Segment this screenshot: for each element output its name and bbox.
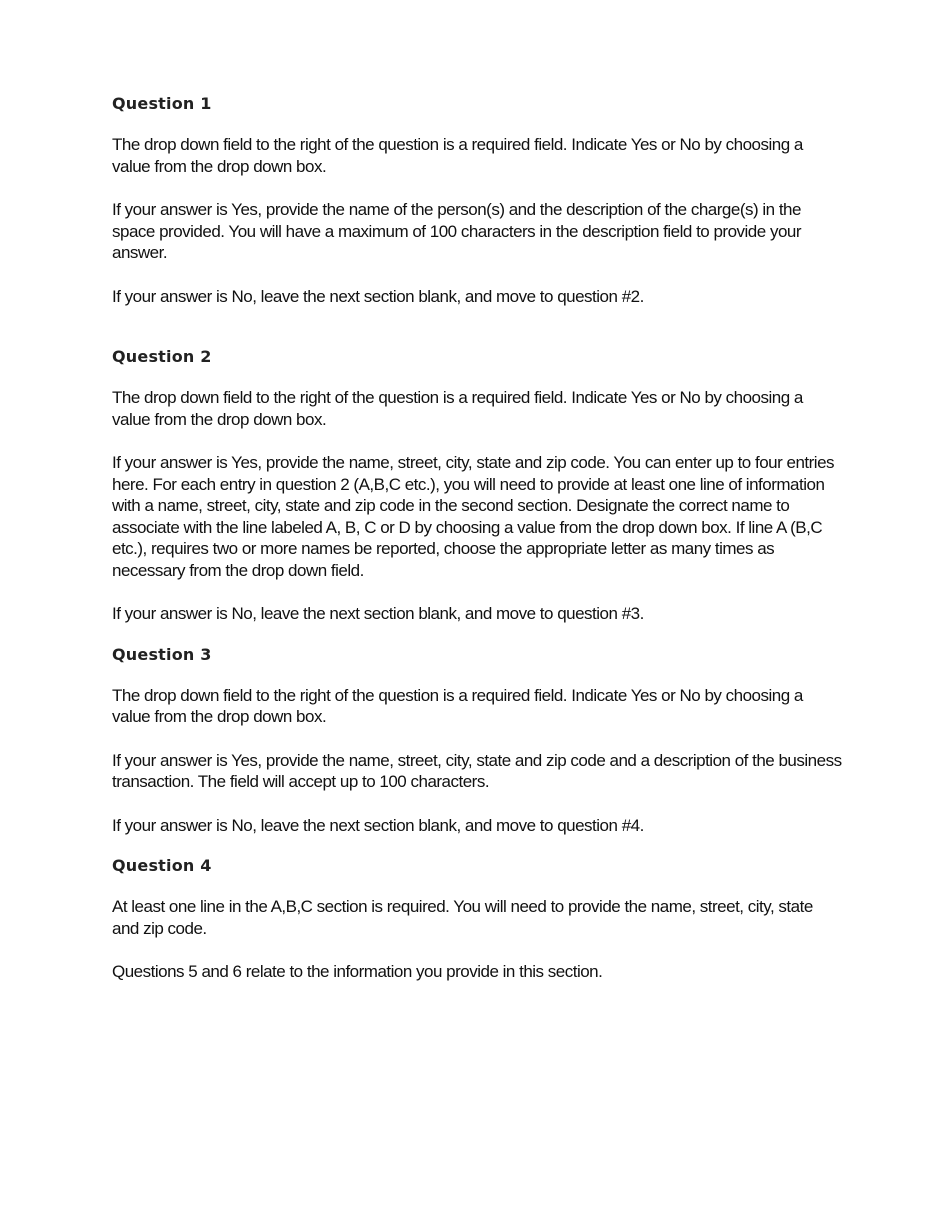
question-3-section (112, 643, 842, 837)
question-4-paragraph-2: Questions 5 and 6 relate to the information you provide in this section. (112, 962, 603, 981)
question-4-paragraph-1: At least one line in the A,B,C section is required. You will need to provide the name, street, city, state and zip code. (112, 897, 813, 938)
question-4-heading: Question 4 (112, 856, 212, 875)
question-3-paragraph-3: If your answer is No, leave the next section blank, and move to question #4. (112, 815, 644, 835)
question-1-section (112, 92, 842, 307)
question-2-section (112, 345, 842, 625)
question-2-paragraph-1: The drop down field to the right of the question is a required field. Indicate Yes or No by choosing a value from the drop down box. (112, 388, 803, 429)
question-1-paragraph-2: If your answer is Yes, provide the name of the person(s) and the description of the charge(s) in the space provided. You will have a maximum of 100 characters in the description field to provide your answer. (112, 200, 802, 262)
question-2-paragraph-2: If your answer is Yes, provide the name, street, city, state and zip code. You can enter up to four entries here. For each entry in question 2 (A,B,C etc.), you will need to provide at least one line of information with a name, street, city, state and zip code in the second section. Designate the correct name to associate with the line labeled A, B, C or D by choosing a value from the drop down box. If line A (B,C etc.), requires two or more names be reported, choose the appropriate letter as many times as necessary from the drop down field. (112, 453, 835, 580)
question-3-paragraph-1: The drop down field to the right of the question is a required field. Indicate Yes or No by choosing a value from the drop down box. (112, 685, 803, 726)
question-3-heading: Question 3 (112, 644, 212, 664)
question-3-paragraph-2: If your answer is Yes, provide the name, street, city, state and zip code and a description of the business transaction. The field will accept up to 100 characters. (112, 750, 842, 791)
document-page (112, 92, 842, 983)
question-2-heading: Question 2 (112, 347, 212, 366)
question-1-heading: Question 1 (112, 94, 212, 113)
question-2-paragraph-3: If your answer is No, leave the next section blank, and move to question #3. (112, 604, 644, 623)
question-4-section (112, 854, 842, 983)
question-1-paragraph-3: If your answer is No, leave the next section blank, and move to question #2. (112, 286, 644, 306)
question-1-paragraph-1: The drop down field to the right of the question is a required field. Indicate Yes or No by choosing a value from the drop down box. (112, 135, 803, 176)
